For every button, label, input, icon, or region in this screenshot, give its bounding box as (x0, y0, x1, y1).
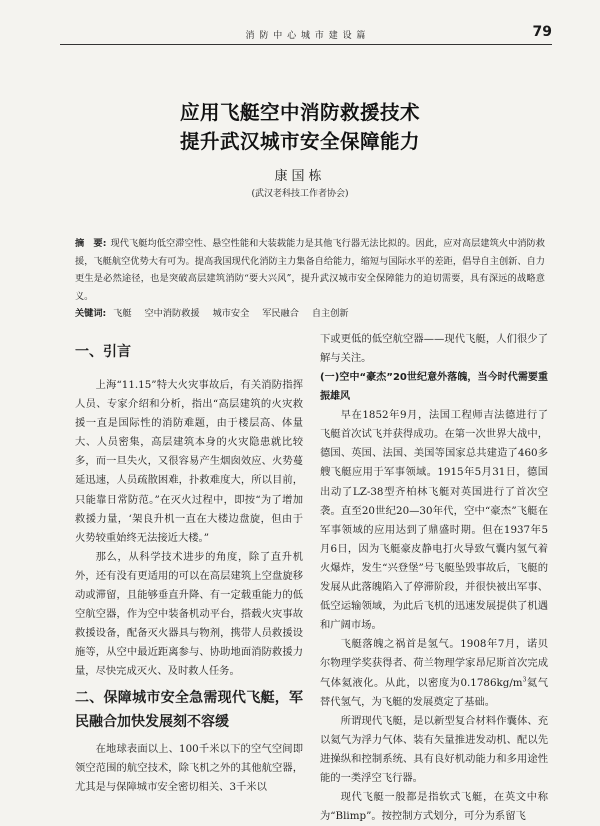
subsection-heading: (一)空中“豪杰”20世纪意外落魄，当今时代需要重振雄风 (320, 372, 548, 403)
paragraph: 早在1852年9月，法国工程师吉法德进行了飞艇首次试飞并获得成功。在第一次世界大战中，德国、英国、法国、美国等国家总共建造了460多艘飞艇应用于军事领域。1915年5月31日，德国出动了LZ-38型齐柏林飞艇对英国进行了首次空袭。直至20世纪20—30年代，空中“豪杰”飞艇在军事领域的应用达到了鼎盛时期。但在1937年5月6日，因为飞艇豪皮静电打火导致气囊内氢气着火爆炸，发生“兴登堡”号飞艇坠毁事故后，飞艇的发展从此落魄陷入了停滞阶段，并很快被出军事、低空运输领域，为此后飞机的迅速发展提供了机遇和广阔市场。 (320, 409, 548, 632)
paragraph-text: 氦气替代氢气，为飞艇的发展奠定了基础。 (320, 676, 549, 708)
keyword: 空中消防救援 (144, 308, 200, 319)
abstract (75, 235, 545, 305)
superscript: 3 (522, 676, 527, 684)
running-header (60, 22, 552, 45)
keyword: 飞艇 (113, 308, 132, 319)
keywords-label: 关键词: (75, 308, 107, 319)
paragraph: 那么，从科学技术进步的角度，除了直升机外，还有没有更适用的可以在高层建筑上空盘旋移动或滞留，且能够垂直升降、有一定载重能力的低空航空器，作为空中装备机动平台，搭载火灾事故救援设备，配备灭火器具与物剂，携带人员救援设施等，从空中最近距离参与、协助地面消防救援力量，尽快完成灭火、及时救人任务。 (75, 550, 303, 678)
paragraph-text: 飞艇落魄之祸首是氢气。1908年7月，诺贝尔物理学奖获得者、荷兰物理学家昂尼斯首次完成气体氦液化。从此，以密度为0.1786kg/m (320, 638, 548, 689)
keyword: 自主创新 (311, 308, 349, 319)
section-heading-introduction: 一、引言 (75, 344, 131, 360)
paragraph: 在地球表面以上、100千米以下的空气空间即领空范围的航空技术，除飞机之外的其他航空器，尤其是与保障城市安全密切相关、3千米以 (75, 742, 303, 793)
keyword: 军民融合 (262, 308, 299, 319)
section-heading-urgency: 二、保障城市安全急需现代飞艇，军民融合加快发展刻不容缓 (75, 689, 303, 730)
paper-title (0, 98, 600, 156)
page-number: 79 (532, 24, 552, 40)
paragraph: 所谓现代飞艇，是以新型复合材料作囊体、充以氦气为浮力气体、装有矢量推进发动机、配以先进操纵和控制系统、具有良好机动能力和多用途性能的一类浮空飞行器。 (320, 714, 548, 784)
author-name: 康国栋 (274, 169, 326, 184)
keyword: 城市安全 (212, 308, 250, 319)
running-title: 消 防 中 心 城 市 建 设 篇 (245, 31, 367, 41)
title-line-1: 应用飞艇空中消防救援技术 (179, 101, 420, 124)
abstract-block (75, 235, 545, 323)
paragraph: 下或更低的低空航空器——现代飞艇，人们很少了解与关注。 (320, 333, 548, 365)
paragraph: 现代飞艇一般都是指软式飞艇，在英文中称为“Blimp”。按控制方式划分，可分为系留飞 (320, 791, 548, 823)
paragraph: 上海“11.15”特大火灾事故后，有关消防指挥人员、专家介绍和分析，指出“高层建筑的火灾救援一直是国际性的消防难题，由于楼层高、体量大、人员密集，高层建筑本身的火灾隐患就比较多，而一旦失火，又很容易产生烟囱效应、火势蔓延迅速，人员疏散困难，扑救难度大，所以目前，只能靠日常防范。”在灭火过程中，即按“为了增加救援力量，‘架良升机一直在大楼边盘旋，但由于火势较重始终无法接近大楼。” (75, 379, 303, 544)
left-column (75, 333, 303, 797)
paragraph-helium (320, 635, 548, 711)
title-line-2: 提升武汉城市安全保障能力 (179, 130, 420, 153)
abstract-label: 摘 要: (75, 238, 107, 249)
right-column (320, 330, 548, 826)
keywords (75, 305, 545, 323)
abstract-text: 现代飞艇均低空滞空性、悬空性能和大装载能力是其他飞行器无法比拟的。因此，应对高层建筑火中消防救援，飞艇航空优势大有可为。提高我国现代化消防主力集备自给能力，缩短与国际水平的差距，倡导自主创新、自力更生是必然途径，也是突破高层建筑消防“要大兴风”，提升武汉城市安全保障能力的迫切需要，具有深远的战略意义。 (75, 238, 545, 302)
author-affiliation: (武汉老科技工作者协会) (251, 189, 349, 199)
